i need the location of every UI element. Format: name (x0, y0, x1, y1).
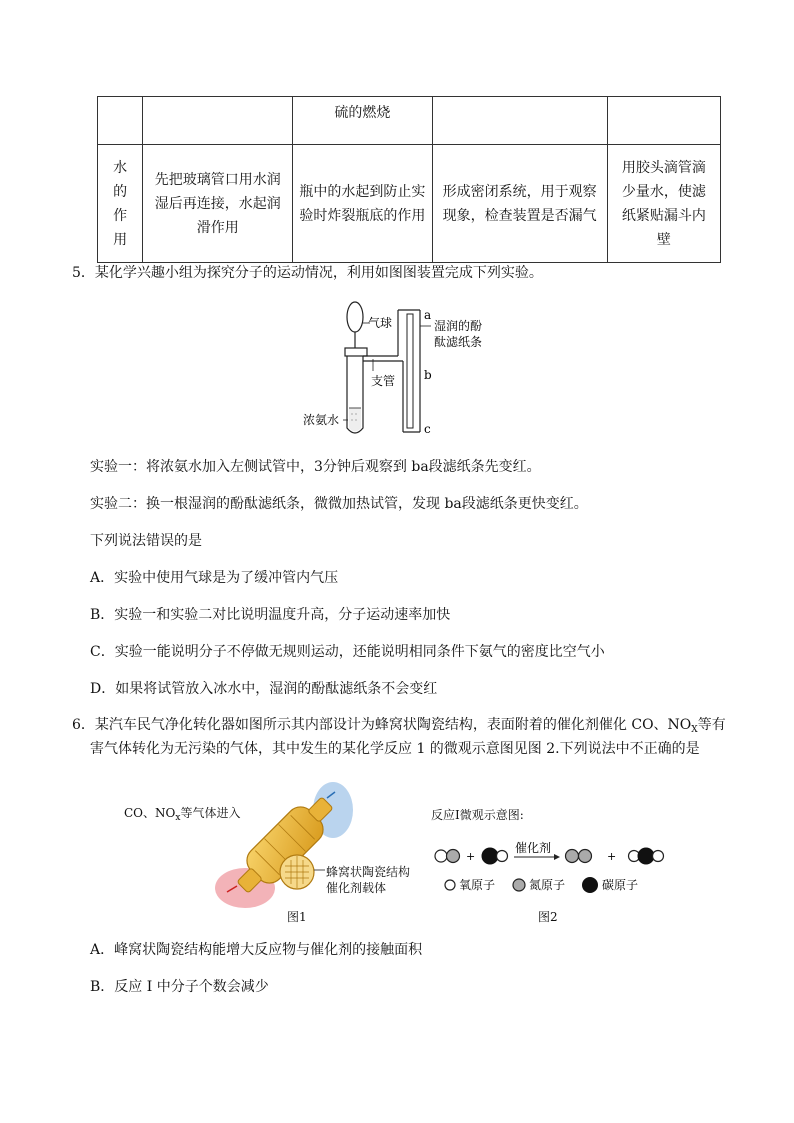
option-d: D．如果将试管放入冰水中，湿润的酚酞滤纸条不会变红 (90, 681, 438, 697)
table-cell: 先把玻璃管口用水润 湿后再连接，水起润 滑作用 (143, 145, 293, 263)
carrier-label-line1: 蜂窝状陶瓷结构 (326, 865, 411, 879)
carbon-atom (482, 848, 498, 864)
table-row (98, 97, 721, 145)
option-c: C．实验一能说明分子不停做无规则运动，还能说明相同条件下氨气的密度比空气小 (90, 644, 605, 660)
gas-inlet-label: CO、$NO_x$等气体进入 (124, 806, 241, 823)
table-cell (607, 97, 720, 145)
question-5-stem: 5．某化学兴趣小组为探究分子的运动情况，利用如图图装置完成下列实验。 (72, 265, 543, 281)
table-cell: 形成密闭系统，用于观察 现象，检查装置是否漏气 (432, 145, 607, 263)
oxygen-atom (497, 851, 508, 862)
table-cell (98, 97, 143, 145)
stopper-shape (345, 348, 367, 356)
nitrogen-atom (566, 850, 579, 863)
balloon-label: 气球 (368, 316, 393, 330)
legend-nitrogen-icon (513, 879, 525, 891)
water-role-table (97, 96, 721, 263)
filter-paper-strip (407, 314, 413, 428)
balloon-shape (347, 302, 363, 332)
option-a: A．实验中使用气球是为了缓冲管内气压 (90, 570, 339, 586)
table-cell: 水 的 作 用 (98, 145, 143, 263)
figure-2-caption: 图2 (538, 910, 558, 924)
ammonia-label: 浓氨水 (303, 413, 340, 427)
reaction-diagram (430, 836, 680, 896)
nitrogen-atom (447, 850, 460, 863)
oxygen-atom (653, 851, 664, 862)
question-5-ask: 下列说法错误的是 (90, 533, 202, 549)
table-row (98, 145, 721, 263)
molecule-motion-apparatus (298, 296, 498, 438)
oxygen-atom (435, 850, 447, 862)
nitrogen-atom (579, 850, 592, 863)
paper-label-line1: 湿润的酚 (434, 319, 483, 333)
legend-carbon-icon (582, 877, 598, 893)
catalyst-label: 催化剂 (515, 841, 552, 855)
experiment-1: 实验一：将浓氨水加入左侧试管中，3分钟后观察到 ba段滤纸条先变红。 (90, 459, 541, 475)
legend-oxygen-label: 氧原子 (459, 878, 496, 892)
carbon-atom (638, 848, 654, 864)
table-cell (432, 97, 607, 145)
option-a: A．峰窝状陶瓷结构能增大反应物与催化剂的接触面积 (90, 942, 423, 958)
table-cell: 瓶中的水起到防止实 验时炸裂瓶底的作用 (293, 145, 432, 263)
option-b: B．反应 I 中分子个数会减少 (90, 979, 269, 995)
label-b: b (424, 368, 432, 382)
carrier-label-line2: 催化剂载体 (326, 881, 387, 895)
legend-carbon-label: 碳原子 (602, 878, 639, 892)
legend-nitrogen-label: 氮原子 (529, 878, 566, 892)
table-cell (143, 97, 293, 145)
reaction-diagram-title: 反应Ⅰ微观示意图: (431, 808, 524, 822)
question-6-stem-line2: 害气体转化为无污染的气体，其中发生的某化学反应 1 的微观示意图见图 2.下列说法中不正确的是 (90, 741, 700, 757)
table-cell: 用胶头滴管滴 少量水，使滤 纸紧贴漏斗内 壁 (607, 145, 720, 263)
plus-sign: + (466, 850, 476, 863)
legend-oxygen-icon (445, 880, 455, 890)
question-6-stem-line1: 6．某汽车民气净化转化器如图所示其内部设计为蜂窝状陶瓷结构，表面附着的催化剂催化 CO、$NO_X$等有 (72, 717, 726, 735)
experiment-2: 实验二：换一根湿润的酚酞滤纸条，微微加热试管，发现 ba段滤纸条更快变红。 (90, 496, 588, 512)
paper-label-line2: 酞滤纸条 (434, 335, 483, 349)
option-b: B．实验一和实验二对比说明温度升高，分子运动速率加快 (90, 607, 451, 623)
label-a: a (424, 308, 432, 322)
label-c: c (424, 422, 431, 436)
branch-label: 支管 (371, 374, 396, 388)
figure-1-caption: 图1 (287, 910, 307, 924)
plus-sign: + (607, 850, 617, 863)
table-cell: 硫的燃烧 (293, 97, 432, 145)
